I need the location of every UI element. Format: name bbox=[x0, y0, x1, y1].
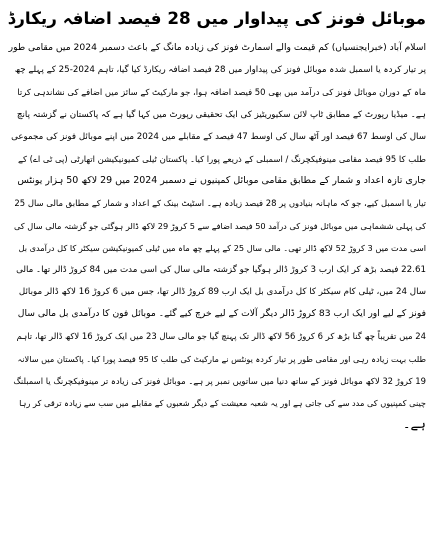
article-line: چینی کمپنیوں کی مدد سے کی جاتی ہے اور یہ شعبہ معیشت کے دیگر شعبوں کے مقابلے میں سب سے زیادہ ترقی کر رہا bbox=[19, 398, 426, 408]
article-line: جاری تازہ اعداد و شمار کے مطابق مقامی موبائل کمپنیوں نے دسمبر 2024 میں 29 لاکھ 50 ہزار یونٹس bbox=[17, 175, 426, 187]
article-line: ہے۔ میڈیا رپورٹ کے مطابق ٹاپ لائن سکیوریٹیز کی ایک تحقیقی رپورٹ میں کہا گیا ہے کہ پاکستان نے گزشتہ پانچ bbox=[16, 109, 426, 120]
article-line: سال کی اوسط 67 فیصد اور آٹھ سال کی اوسط 47 فیصد کے مقابلے میں 2024 میں اپنے موبائل فونز کی مجموعی bbox=[11, 131, 426, 142]
article-line: 22.61 فیصد بڑھ کر ایک ارب 3 کروڑ ڈالر ہوگیا جو گزشتہ مالی سال کی اسی مدت میں 84 کروڑ ڈالر تھا۔ مالی bbox=[16, 264, 426, 275]
article-line: ہے۔ bbox=[402, 417, 426, 433]
article-line: اسلام آباد (خبرایجنسیاں) کم قیمت والے اسمارٹ فونز کی زیادہ مانگ کے باعث دسمبر 2024 میں مقامی طور bbox=[8, 42, 426, 53]
article-line: ماہ کے دوران موبائل فونز کی درآمد میں بھی 50 فیصد اضافہ ہوا، جو مارکیٹ کے سائز میں اضافے کی نشاندہی کرتا bbox=[17, 87, 426, 98]
article-line: 24 میں تقریباً چھ گنا بڑھ کر 6 کروڑ 56 لاکھ ڈالر تک پہنچ گیا جو مالی سال 23 میں ایک کروڑ 16 لاکھ ڈالر تھا، تاہم bbox=[16, 331, 426, 342]
article-body bbox=[8, 37, 426, 436]
article-line: کی پہلی ششماہی میں موبائل فونز کی درآمد 50 فیصد اضافے سے 5 کروڑ 29 لاکھ ڈالر ہوگئی جو گزشتہ مالی سال کی bbox=[13, 220, 426, 231]
article-line: پر تیار کردہ یا اسمبل شدہ موبائل فونز کی پیداوار میں 28 فیصد اضافہ ریکارڈ کیا گیا، تاہم 2024-25 کے پہلے چھ bbox=[14, 65, 426, 76]
article-headline: موبائل فونز کی پیداوار میں 28 فیصد اضافہ ریکارڈ bbox=[7, 8, 426, 28]
article-line: تیار یا اسمبل کیے، جو کہ ماہانہ بنیادوں پر 28 فیصد زیادہ ہے۔ اسٹیٹ بینک کے اعداد و شمار کے مطابق مالی سال 25 bbox=[14, 198, 426, 209]
article-line: طلب کا 95 فیصد مقامی مینوفیکچرنگ / اسمبلی کے ذریعے پورا کیا۔ پاکستان ٹیلی کمیونیکیشن اتھارٹی (پی ٹی اے) کے bbox=[18, 153, 426, 164]
article-line: فونز کے لیے اور ایک ارب 83 کروڑ ڈالر دیگر آلات کے لیے خرچ کیے گئے۔ موبائل فون کا درآمدی بل مالی سال bbox=[17, 308, 426, 320]
article-line: طلب بہت زیادہ رہی اور مقامی طور پر تیار کردہ یونٹس نے مارکیٹ کی طلب کا 95 فیصد پورا کیا۔ پاکستان میں سالانہ bbox=[17, 353, 426, 364]
article-line: اسی مدت میں 3 کروڑ 52 لاکھ ڈالر تھی۔ مالی سال 25 کے پہلے چھ ماہ میں ٹیلی کمیونیکیشن سیکٹر کا کل درآمدی بل bbox=[18, 242, 426, 253]
article-line: 19 کروڑ 32 لاکھ موبائل فونز کے ساتھ دنیا میں ساتویں نمبر پر ہے۔ موبائل فونز کی زیادہ تر مینوفیکچرنگ یا اسمبلنگ bbox=[13, 375, 426, 386]
article-line: سال 24 میں، ٹیلی کام سیکٹر کا کل درآمدی بل ایک ارب 89 کروڑ ڈالر تھا، جس میں 6 کروڑ 16 لاکھ ڈالر موبائل bbox=[18, 287, 426, 298]
